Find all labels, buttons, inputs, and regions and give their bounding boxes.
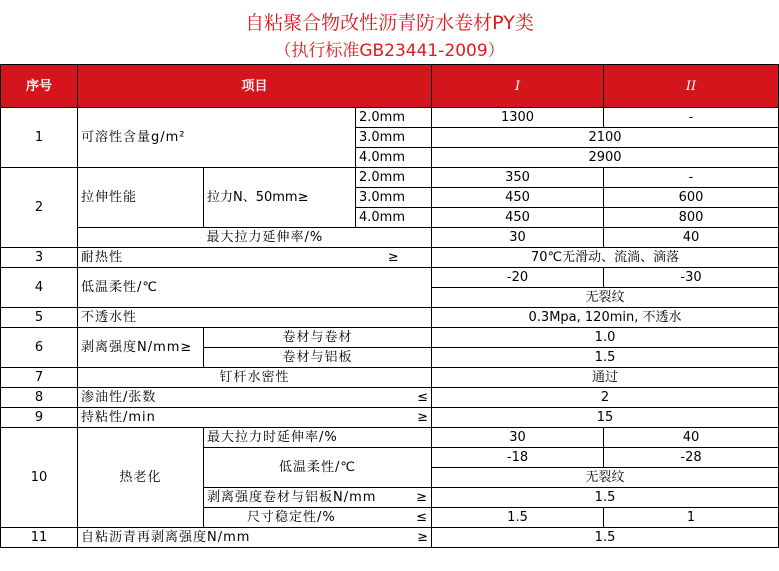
value-type-1: 1.5 xyxy=(432,508,604,528)
document-subtitle: （执行标准GB23441-2009） xyxy=(274,41,505,61)
table-row xyxy=(1,328,779,348)
row-item: 自粘沥青再剥离强度N/mm xyxy=(78,528,356,548)
value-type-2: -30 xyxy=(604,268,779,288)
value-merged: 无裂纹 xyxy=(432,468,779,488)
row-no: 6 xyxy=(1,328,78,368)
spec-thickness: 2.0mm xyxy=(356,108,432,128)
value-merged: 2 xyxy=(432,388,779,408)
table-row xyxy=(1,108,779,128)
value-type-1: 30 xyxy=(432,428,604,448)
table-row xyxy=(1,528,779,548)
table-row xyxy=(1,428,779,448)
spec-thickness: 3.0mm xyxy=(356,188,432,208)
row-no: 9 xyxy=(1,408,78,428)
table-row xyxy=(1,168,779,188)
row-no: 10 xyxy=(1,428,78,528)
value-type-2: 40 xyxy=(604,228,779,248)
row-item: 不透水性 xyxy=(78,308,432,328)
row-no: 5 xyxy=(1,308,78,328)
row-item: 剥离强度N/mm≥ xyxy=(78,328,204,368)
table-row xyxy=(1,308,779,328)
header-type-1: I xyxy=(432,65,604,108)
value-merged: 70℃无滑动、流淌、滴落 xyxy=(432,248,779,268)
spec-thickness: 4.0mm xyxy=(356,148,432,168)
value-type-1: -18 xyxy=(432,448,604,468)
row-no: 11 xyxy=(1,528,78,548)
value-type-2: 1 xyxy=(604,508,779,528)
subitem-label: 剥离强度卷材与铝板N/mm xyxy=(207,490,377,505)
row-no: 4 xyxy=(1,268,78,308)
value-type-2: 800 xyxy=(604,208,779,228)
value-merged: 0.3Mpa, 120min, 不透水 xyxy=(432,308,779,328)
row-subitem xyxy=(204,488,432,508)
operator: ≥ xyxy=(356,408,432,428)
header-item: 项目 xyxy=(78,65,432,108)
table-row xyxy=(1,268,779,288)
operator: ≥ xyxy=(356,528,432,548)
row-no: 8 xyxy=(1,388,78,408)
subitem-label: 尺寸稳定性/% xyxy=(247,510,336,525)
operator: ≤ xyxy=(356,388,432,408)
table-row xyxy=(1,368,779,388)
value-type-2: 40 xyxy=(604,428,779,448)
table-row xyxy=(1,248,779,268)
row-item: 低温柔性/℃ xyxy=(78,268,432,308)
spec-thickness: 4.0mm xyxy=(356,208,432,228)
value-type-1: 450 xyxy=(432,188,604,208)
value-merged: 1.0 xyxy=(432,328,779,348)
row-subitem: 卷材与铝板 xyxy=(204,348,432,368)
value-type-2: 600 xyxy=(604,188,779,208)
spec-table xyxy=(0,64,779,548)
row-subitem: 卷材与卷材 xyxy=(204,328,432,348)
value-type-1: 350 xyxy=(432,168,604,188)
header-no: 序号 xyxy=(1,65,78,108)
value-type-2: -28 xyxy=(604,448,779,468)
value-merged: 1.5 xyxy=(432,348,779,368)
table-row xyxy=(1,388,779,408)
value-type-2: - xyxy=(604,108,779,128)
value-merged: 无裂纹 xyxy=(432,288,779,308)
row-item: 热老化 xyxy=(78,428,204,528)
row-no: 1 xyxy=(1,108,78,168)
table-header-row xyxy=(1,65,779,108)
operator: ≥ xyxy=(356,248,432,268)
table-row xyxy=(1,408,779,428)
row-subitem xyxy=(204,508,432,528)
value-merged: 1.5 xyxy=(432,488,779,508)
value-type-2: - xyxy=(604,168,779,188)
row-item: 可溶性含量g/m² xyxy=(78,108,356,168)
row-item: 耐热性 xyxy=(78,248,356,268)
value-type-1: 1300 xyxy=(432,108,604,128)
row-item: 持粘性/min xyxy=(78,408,356,428)
value-type-1: 30 xyxy=(432,228,604,248)
row-no: 3 xyxy=(1,248,78,268)
operator: ≥ xyxy=(416,490,429,505)
document-title: 自粘聚合物改性沥青防水卷材PY类 xyxy=(245,12,534,34)
row-item: 拉伸性能 xyxy=(78,168,204,228)
value-merged: 15 xyxy=(432,408,779,428)
value-merged: 2100 xyxy=(432,128,779,148)
table-row xyxy=(1,228,779,248)
row-no: 7 xyxy=(1,368,78,388)
row-subitem: 拉力N、50mm≥ xyxy=(204,168,356,228)
row-subitem: 最大拉力时延伸率/% xyxy=(204,428,432,448)
row-subitem: 低温柔性/℃ xyxy=(204,448,432,488)
operator: ≤ xyxy=(416,510,429,525)
value-merged: 通过 xyxy=(432,368,779,388)
value-merged: 1.5 xyxy=(432,528,779,548)
value-merged: 2900 xyxy=(432,148,779,168)
header-type-2: II xyxy=(604,65,779,108)
row-item: 渗油性/张数 xyxy=(78,388,356,408)
value-type-1: -20 xyxy=(432,268,604,288)
row-item: 钉杆水密性 xyxy=(78,368,432,388)
row-subitem: 最大拉力延伸率/% xyxy=(204,228,432,248)
spec-thickness: 2.0mm xyxy=(356,168,432,188)
spec-thickness: 3.0mm xyxy=(356,128,432,148)
value-type-1: 450 xyxy=(432,208,604,228)
row-no: 2 xyxy=(1,168,78,248)
